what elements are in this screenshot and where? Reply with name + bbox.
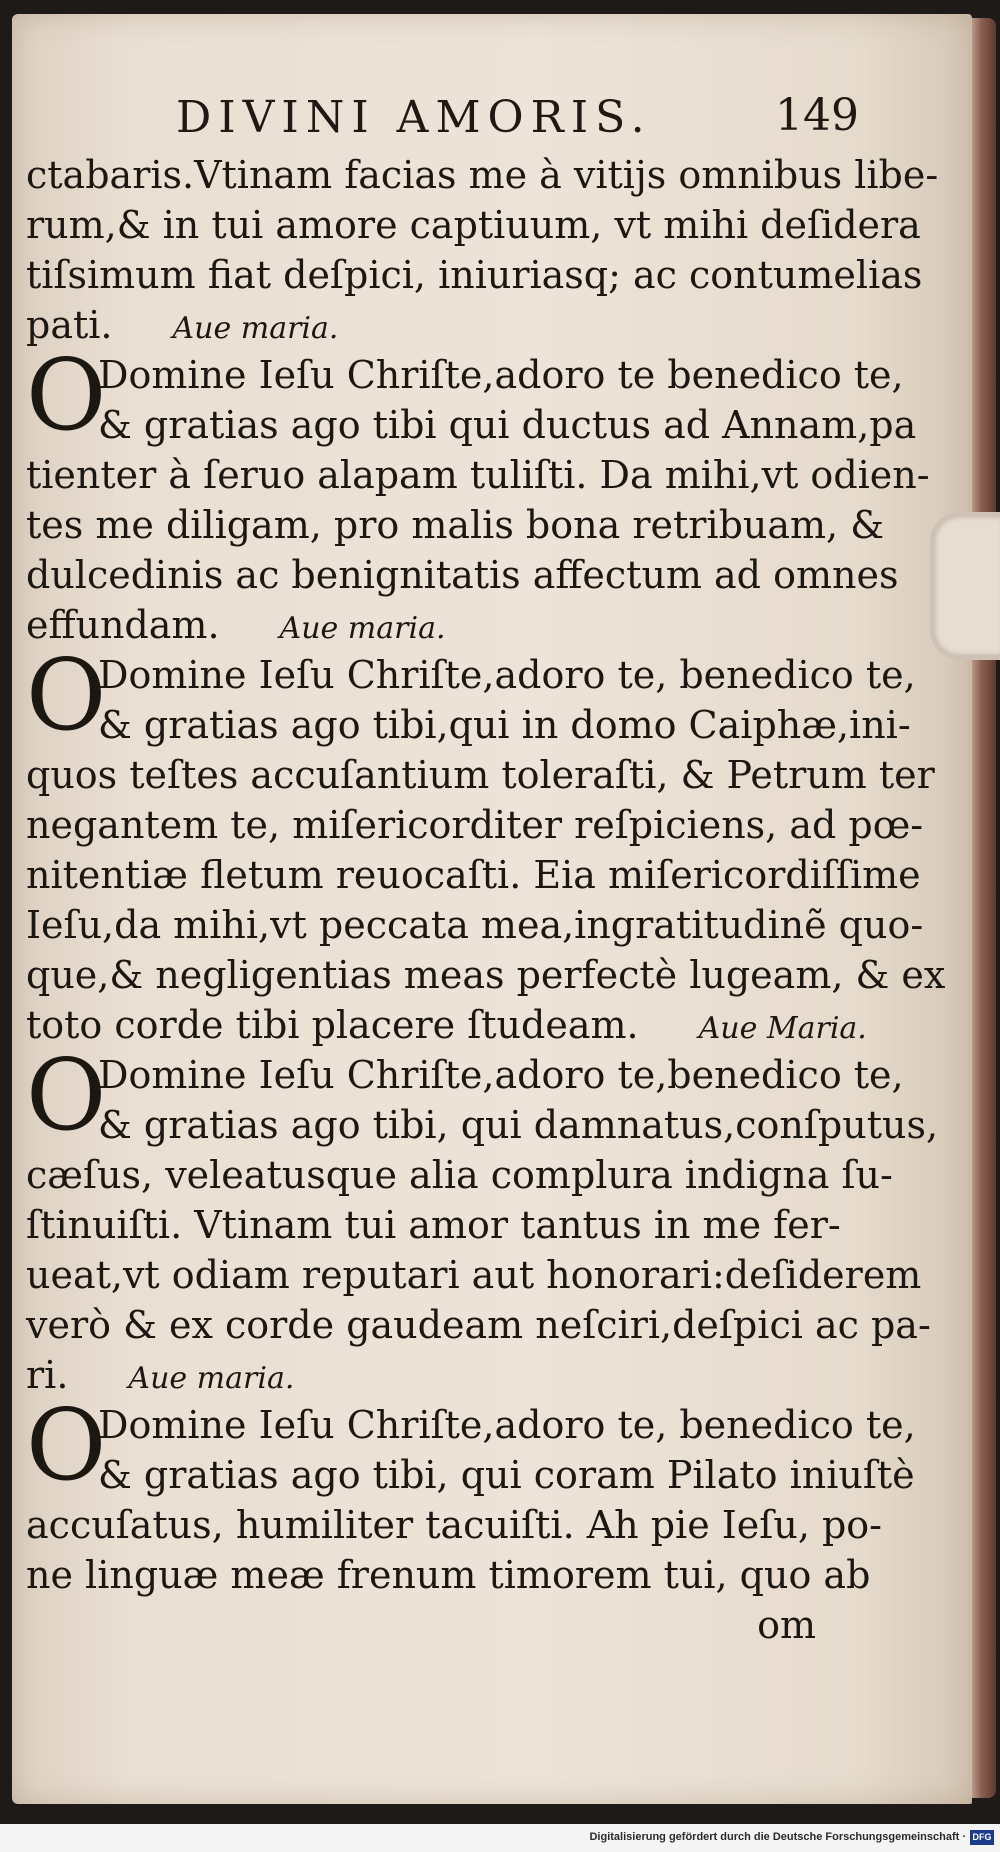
text-segment: Domine Ieſu Chriſte,adoro te, benedico te, — [98, 653, 916, 697]
book-clasp — [930, 512, 1000, 660]
text-segment: pati. — [26, 303, 113, 347]
text-line: & gratias ago tibi, qui coram Pilato iniuſtè — [98, 1453, 915, 1497]
drop-cap: O — [26, 1389, 107, 1503]
page-header — [0, 92, 960, 152]
text-line: ueat,vt odiam reputari aut honorari:deſiderem — [26, 1253, 922, 1297]
text-line: dulcedinis ac benignitatis affectum ad omnes — [26, 553, 899, 597]
ave-maria-rubric: Aue maria. — [279, 611, 446, 646]
text-segment: toto corde tibi placere ſtudeam. — [26, 1003, 639, 1047]
drop-cap: O — [26, 1039, 107, 1153]
text-line: tes me diligam, pro malis bona retribuam, & — [26, 503, 885, 547]
ave-maria-rubric: Aue Maria. — [698, 1011, 867, 1046]
text-line: verò & ex corde gaudeam neſciri,deſpici ac pa- — [26, 1303, 931, 1347]
text-line: Ieſu,da mihi,vt peccata mea,ingratitudinẽ quo- — [26, 903, 924, 947]
text-segment: ri. — [26, 1353, 69, 1397]
text-segment: Domine Ieſu Chriſte,adoro te,benedico te, — [98, 1053, 904, 1097]
text-line: negantem te, miſericorditer reſpiciens, ad pœ- — [26, 803, 924, 847]
text-line: quos teſtes accuſantium toleraſti, & Petrum ter — [26, 753, 935, 797]
ave-maria-rubric: Aue maria. — [128, 1361, 295, 1396]
digitization-footer — [0, 1824, 1000, 1852]
text-line: nitentiæ fletum reuocaſti. Eia miſericordiſſime — [26, 853, 921, 897]
text-line: tiſsimum fiat deſpici, iniuriasq; ac contumelias — [26, 253, 923, 297]
text-block — [26, 150, 946, 1650]
drop-cap: O — [26, 639, 107, 753]
text-line: ne linguæ meæ frenum timorem tui, quo ab — [26, 1553, 871, 1597]
text-line — [26, 600, 866, 650]
text-line: & gratias ago tibi, qui damnatus,conſputus, — [98, 1103, 939, 1147]
dfg-logo: DFG — [970, 1830, 994, 1845]
text-line: accuſatus, humiliter tacuiſti. Ah pie Ieſu, po- — [26, 1503, 883, 1547]
running-title: DIVINI AMORIS. — [176, 92, 652, 143]
text-line — [26, 1000, 866, 1050]
ave-maria-rubric: Aue maria. — [172, 311, 339, 346]
book-edge — [972, 18, 996, 1798]
text-line — [26, 1350, 866, 1400]
catchword: om — [757, 1603, 816, 1647]
drop-cap: O — [26, 339, 107, 453]
text-segment: Domine Ieſu Chriſte,adoro te benedico te, — [98, 353, 904, 397]
text-line: cæſus, veleatusque alia complura indigna ſu- — [26, 1153, 893, 1197]
text-line: & gratias ago tibi,qui in domo Caiphæ,ini- — [98, 703, 911, 747]
text-line: rum,& in tui amore captiuum, vt mihi deſidera — [26, 203, 921, 247]
text-line: tienter à ſeruo alapam tuliſti. Da mihi,vt odien- — [26, 453, 930, 497]
text-line: & gratias ago tibi qui ductus ad Annam,pa — [98, 403, 917, 447]
text-line: que,& negligentias meas perfectè lugeam, & ex — [26, 953, 946, 997]
text-segment: Domine Ieſu Chriſte,adoro te, benedico te, — [98, 1403, 916, 1447]
text-line: ſtinuiſti. Vtinam tui amor tantus in me fer- — [26, 1203, 841, 1247]
page-number: 149 — [775, 90, 859, 141]
funding-credit: Digitalisierung gefördert durch die Deutsche Forschungsgemeinschaft · — [589, 1831, 966, 1843]
text-line — [26, 300, 866, 350]
text-line: ctabaris.Vtinam facias me à vitijs omnibus libe- — [26, 153, 939, 197]
text-segment: effundam. — [26, 603, 220, 647]
